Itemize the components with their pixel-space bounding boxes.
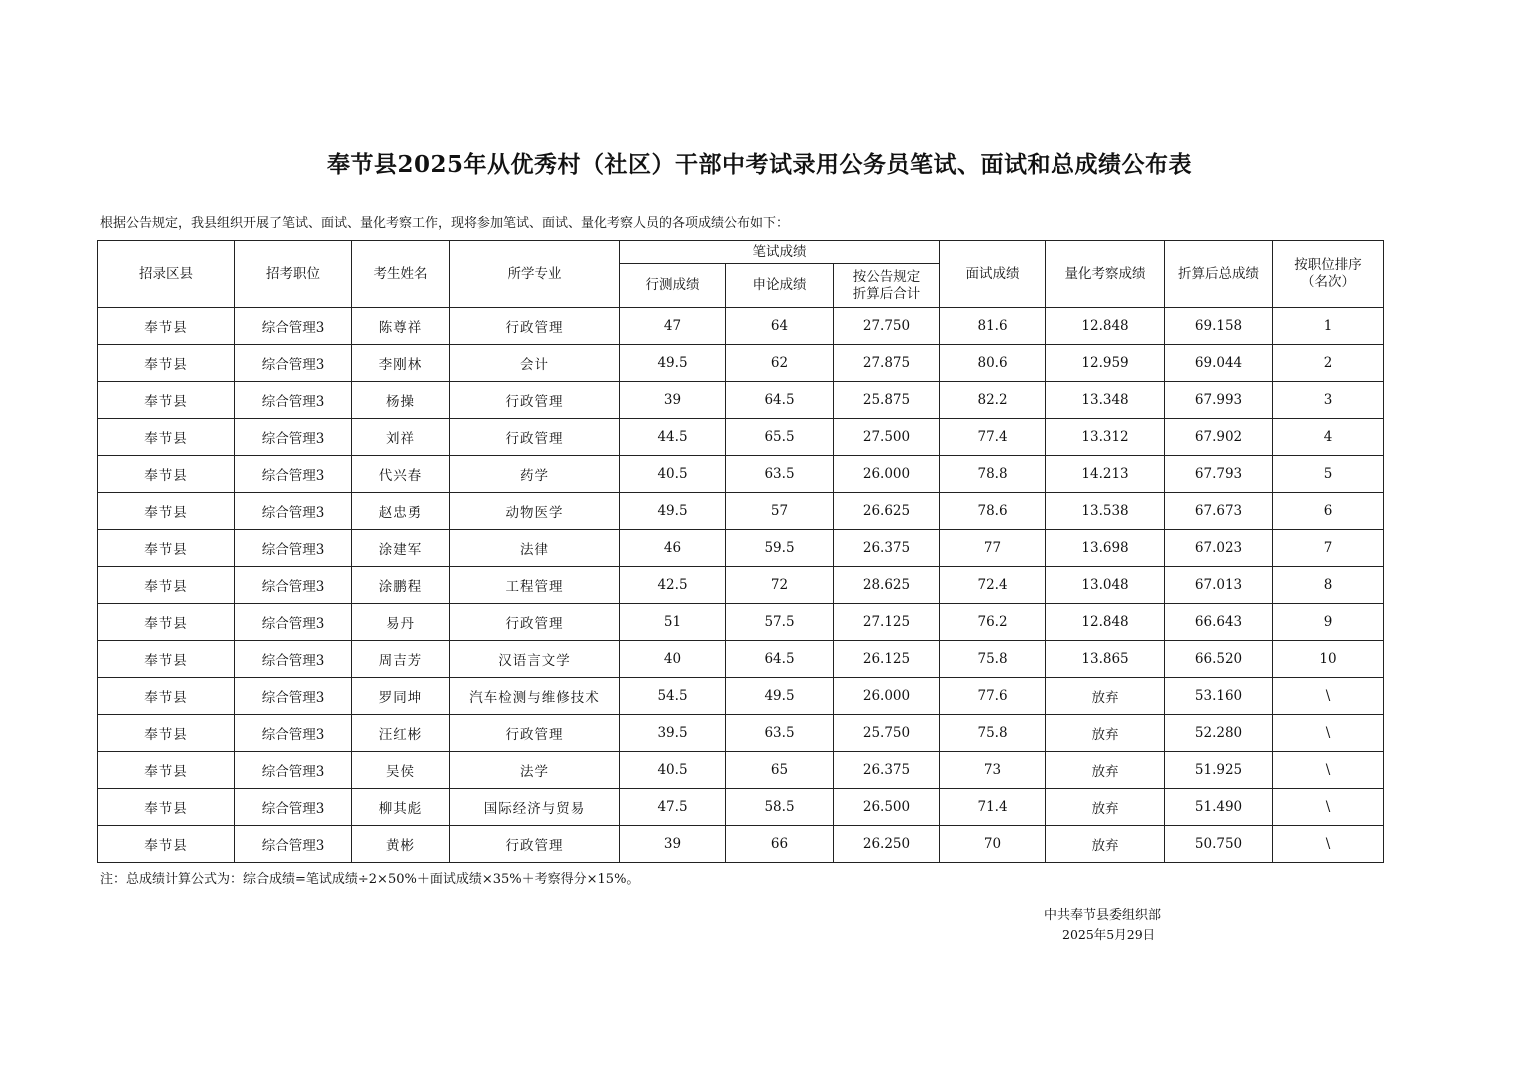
cell-major: 法学	[450, 752, 620, 789]
cell-name: 涂建军	[352, 530, 450, 567]
cell-interview: 78.6	[940, 493, 1046, 530]
cell-position: 综合管理3	[235, 789, 352, 826]
issue-date: 2025年5月29日	[1062, 927, 1156, 942]
cell-assessment: 12.959	[1046, 345, 1165, 382]
table-row	[98, 345, 1384, 382]
cell-shenlun: 49.5	[726, 678, 834, 715]
cell-xingce: 40.5	[620, 456, 726, 493]
table-body	[98, 308, 1384, 863]
cell-district: 奉节县	[98, 678, 235, 715]
cell-total: 67.023	[1165, 530, 1273, 567]
table-row	[98, 715, 1384, 752]
cell-xingce: 47.5	[620, 789, 726, 826]
intro-text: 根据公告规定，我县组织开展了笔试、面试、量化考察工作，现将参加笔试、面试、量化考察人员的各项成绩公布如下：	[100, 216, 790, 231]
cell-shenlun: 63.5	[726, 456, 834, 493]
cell-rank: \	[1273, 752, 1384, 789]
header-district: 招录区县	[98, 241, 235, 308]
cell-shenlun: 59.5	[726, 530, 834, 567]
cell-major: 行政管理	[450, 308, 620, 345]
cell-xingce: 47	[620, 308, 726, 345]
table-row	[98, 752, 1384, 789]
cell-interview: 73	[940, 752, 1046, 789]
cell-major: 会计	[450, 345, 620, 382]
cell-major: 行政管理	[450, 604, 620, 641]
cell-district: 奉节县	[98, 641, 235, 678]
cell-name: 赵忠勇	[352, 493, 450, 530]
cell-name: 刘祥	[352, 419, 450, 456]
cell-district: 奉节县	[98, 826, 235, 863]
cell-written-total: 26.000	[834, 456, 940, 493]
cell-written-total: 26.625	[834, 493, 940, 530]
cell-total: 67.793	[1165, 456, 1273, 493]
cell-written-total: 27.875	[834, 345, 940, 382]
cell-assessment: 12.848	[1046, 308, 1165, 345]
cell-total: 67.013	[1165, 567, 1273, 604]
cell-written-total: 25.875	[834, 382, 940, 419]
cell-major: 汽车检测与维修技术	[450, 678, 620, 715]
header-xingce: 行测成绩	[620, 264, 726, 308]
cell-interview: 78.8	[940, 456, 1046, 493]
cell-name: 汪红彬	[352, 715, 450, 752]
cell-assessment: 放弃	[1046, 715, 1165, 752]
cell-rank: 5	[1273, 456, 1384, 493]
cell-written-total: 26.500	[834, 789, 940, 826]
cell-district: 奉节县	[98, 567, 235, 604]
header-name: 考生姓名	[352, 241, 450, 308]
cell-shenlun: 66	[726, 826, 834, 863]
table-row	[98, 678, 1384, 715]
cell-total: 67.673	[1165, 493, 1273, 530]
table-row	[98, 567, 1384, 604]
cell-shenlun: 63.5	[726, 715, 834, 752]
header-major: 所学专业	[450, 241, 620, 308]
cell-name: 杨操	[352, 382, 450, 419]
cell-name: 易丹	[352, 604, 450, 641]
cell-written-total: 26.375	[834, 752, 940, 789]
cell-rank: \	[1273, 826, 1384, 863]
cell-xingce: 40	[620, 641, 726, 678]
cell-position: 综合管理3	[235, 530, 352, 567]
cell-district: 奉节县	[98, 752, 235, 789]
cell-assessment: 放弃	[1046, 678, 1165, 715]
cell-district: 奉节县	[98, 345, 235, 382]
cell-major: 国际经济与贸易	[450, 789, 620, 826]
cell-shenlun: 57	[726, 493, 834, 530]
cell-interview: 77	[940, 530, 1046, 567]
cell-written-total: 26.250	[834, 826, 940, 863]
header-row-1	[98, 241, 1384, 264]
cell-rank: \	[1273, 789, 1384, 826]
cell-shenlun: 65	[726, 752, 834, 789]
cell-interview: 71.4	[940, 789, 1046, 826]
header-rank	[1273, 241, 1384, 308]
formula-note: 注：总成绩计算公式为：综合成绩=笔试成绩÷2×50%＋面试成绩×35%＋考察得分×15%。	[100, 872, 640, 887]
cell-shenlun: 65.5	[726, 419, 834, 456]
table-row	[98, 456, 1384, 493]
cell-position: 综合管理3	[235, 382, 352, 419]
cell-major: 法律	[450, 530, 620, 567]
cell-shenlun: 62	[726, 345, 834, 382]
cell-position: 综合管理3	[235, 641, 352, 678]
header-assessment: 量化考察成绩	[1046, 241, 1165, 308]
cell-interview: 75.8	[940, 641, 1046, 678]
table-row	[98, 382, 1384, 419]
header-shenlun: 申论成绩	[726, 264, 834, 308]
cell-rank: 8	[1273, 567, 1384, 604]
cell-rank: \	[1273, 715, 1384, 752]
cell-position: 综合管理3	[235, 752, 352, 789]
cell-written-total: 25.750	[834, 715, 940, 752]
cell-major: 行政管理	[450, 419, 620, 456]
cell-major: 汉语言文学	[450, 641, 620, 678]
cell-xingce: 46	[620, 530, 726, 567]
cell-position: 综合管理3	[235, 456, 352, 493]
cell-assessment: 放弃	[1046, 789, 1165, 826]
cell-written-total: 28.625	[834, 567, 940, 604]
cell-total: 66.643	[1165, 604, 1273, 641]
cell-interview: 77.4	[940, 419, 1046, 456]
cell-rank: 7	[1273, 530, 1384, 567]
cell-interview: 75.8	[940, 715, 1046, 752]
cell-position: 综合管理3	[235, 345, 352, 382]
cell-assessment: 13.312	[1046, 419, 1165, 456]
cell-district: 奉节县	[98, 530, 235, 567]
cell-district: 奉节县	[98, 789, 235, 826]
cell-xingce: 49.5	[620, 345, 726, 382]
cell-written-total: 27.125	[834, 604, 940, 641]
cell-shenlun: 58.5	[726, 789, 834, 826]
cell-name: 吴侯	[352, 752, 450, 789]
cell-xingce: 42.5	[620, 567, 726, 604]
cell-assessment: 13.048	[1046, 567, 1165, 604]
cell-interview: 72.4	[940, 567, 1046, 604]
header-written-total-line2: 折算后合计	[852, 285, 921, 302]
cell-rank: 6	[1273, 493, 1384, 530]
cell-name: 周吉芳	[352, 641, 450, 678]
cell-position: 综合管理3	[235, 419, 352, 456]
cell-name: 涂鹏程	[352, 567, 450, 604]
cell-total: 50.750	[1165, 826, 1273, 863]
cell-interview: 81.6	[940, 308, 1046, 345]
cell-position: 综合管理3	[235, 567, 352, 604]
cell-assessment: 放弃	[1046, 752, 1165, 789]
cell-total: 67.902	[1165, 419, 1273, 456]
cell-name: 罗同坤	[352, 678, 450, 715]
cell-total: 51.925	[1165, 752, 1273, 789]
cell-interview: 82.2	[940, 382, 1046, 419]
cell-xingce: 44.5	[620, 419, 726, 456]
table-row	[98, 604, 1384, 641]
cell-interview: 77.6	[940, 678, 1046, 715]
cell-position: 综合管理3	[235, 308, 352, 345]
cell-district: 奉节县	[98, 604, 235, 641]
cell-total: 66.520	[1165, 641, 1273, 678]
cell-total: 52.280	[1165, 715, 1273, 752]
cell-shenlun: 57.5	[726, 604, 834, 641]
cell-major: 行政管理	[450, 826, 620, 863]
cell-district: 奉节县	[98, 308, 235, 345]
cell-position: 综合管理3	[235, 678, 352, 715]
cell-written-total: 26.000	[834, 678, 940, 715]
cell-xingce: 54.5	[620, 678, 726, 715]
cell-total: 51.490	[1165, 789, 1273, 826]
cell-name: 李刚林	[352, 345, 450, 382]
cell-shenlun: 72	[726, 567, 834, 604]
table-row	[98, 308, 1384, 345]
cell-assessment: 13.538	[1046, 493, 1165, 530]
table-row	[98, 826, 1384, 863]
cell-xingce: 39	[620, 826, 726, 863]
table-row	[98, 789, 1384, 826]
cell-written-total: 26.375	[834, 530, 940, 567]
cell-assessment: 14.213	[1046, 456, 1165, 493]
table-row	[98, 530, 1384, 567]
header-written-total	[834, 264, 940, 308]
cell-name: 陈尊祥	[352, 308, 450, 345]
cell-district: 奉节县	[98, 493, 235, 530]
cell-position: 综合管理3	[235, 715, 352, 752]
cell-rank: \	[1273, 678, 1384, 715]
cell-major: 行政管理	[450, 715, 620, 752]
cell-rank: 3	[1273, 382, 1384, 419]
issuing-organization: 中共奉节县委组织部	[1044, 908, 1162, 923]
cell-written-total: 27.500	[834, 419, 940, 456]
cell-district: 奉节县	[98, 715, 235, 752]
cell-total: 67.993	[1165, 382, 1273, 419]
scores-table	[97, 240, 1384, 863]
cell-assessment: 12.848	[1046, 604, 1165, 641]
cell-assessment: 13.348	[1046, 382, 1165, 419]
cell-position: 综合管理3	[235, 493, 352, 530]
header-position: 招考职位	[235, 241, 352, 308]
cell-name: 柳其彪	[352, 789, 450, 826]
cell-shenlun: 64.5	[726, 382, 834, 419]
cell-shenlun: 64	[726, 308, 834, 345]
table-row	[98, 641, 1384, 678]
cell-total: 69.158	[1165, 308, 1273, 345]
cell-interview: 76.2	[940, 604, 1046, 641]
cell-major: 工程管理	[450, 567, 620, 604]
cell-rank: 9	[1273, 604, 1384, 641]
cell-district: 奉节县	[98, 419, 235, 456]
cell-total: 53.160	[1165, 678, 1273, 715]
cell-rank: 4	[1273, 419, 1384, 456]
cell-district: 奉节县	[98, 382, 235, 419]
cell-xingce: 51	[620, 604, 726, 641]
header-written-group: 笔试成绩	[620, 241, 940, 264]
cell-xingce: 39	[620, 382, 726, 419]
table-row	[98, 419, 1384, 456]
header-rank-line2: （名次）	[1301, 274, 1356, 290]
cell-assessment: 放弃	[1046, 826, 1165, 863]
cell-major: 药学	[450, 456, 620, 493]
cell-xingce: 49.5	[620, 493, 726, 530]
header-written-total-line1: 按公告规定	[852, 268, 921, 285]
cell-major: 动物医学	[450, 493, 620, 530]
cell-written-total: 26.125	[834, 641, 940, 678]
cell-rank: 10	[1273, 641, 1384, 678]
cell-position: 综合管理3	[235, 604, 352, 641]
cell-assessment: 13.698	[1046, 530, 1165, 567]
header-rank-line1: 按职位排序	[1294, 257, 1362, 273]
cell-rank: 1	[1273, 308, 1384, 345]
cell-total: 69.044	[1165, 345, 1273, 382]
cell-written-total: 27.750	[834, 308, 940, 345]
cell-xingce: 40.5	[620, 752, 726, 789]
header-interview: 面试成绩	[940, 241, 1046, 308]
cell-position: 综合管理3	[235, 826, 352, 863]
cell-assessment: 13.865	[1046, 641, 1165, 678]
cell-rank: 2	[1273, 345, 1384, 382]
document-title: 奉节县2025年从优秀村（社区）干部中考试录用公务员笔试、面试和总成绩公布表	[326, 151, 1192, 178]
cell-major: 行政管理	[450, 382, 620, 419]
cell-district: 奉节县	[98, 456, 235, 493]
cell-xingce: 39.5	[620, 715, 726, 752]
cell-name: 黄彬	[352, 826, 450, 863]
cell-interview: 70	[940, 826, 1046, 863]
cell-shenlun: 64.5	[726, 641, 834, 678]
header-total: 折算后总成绩	[1165, 241, 1273, 308]
cell-interview: 80.6	[940, 345, 1046, 382]
table-row	[98, 493, 1384, 530]
cell-name: 代兴春	[352, 456, 450, 493]
